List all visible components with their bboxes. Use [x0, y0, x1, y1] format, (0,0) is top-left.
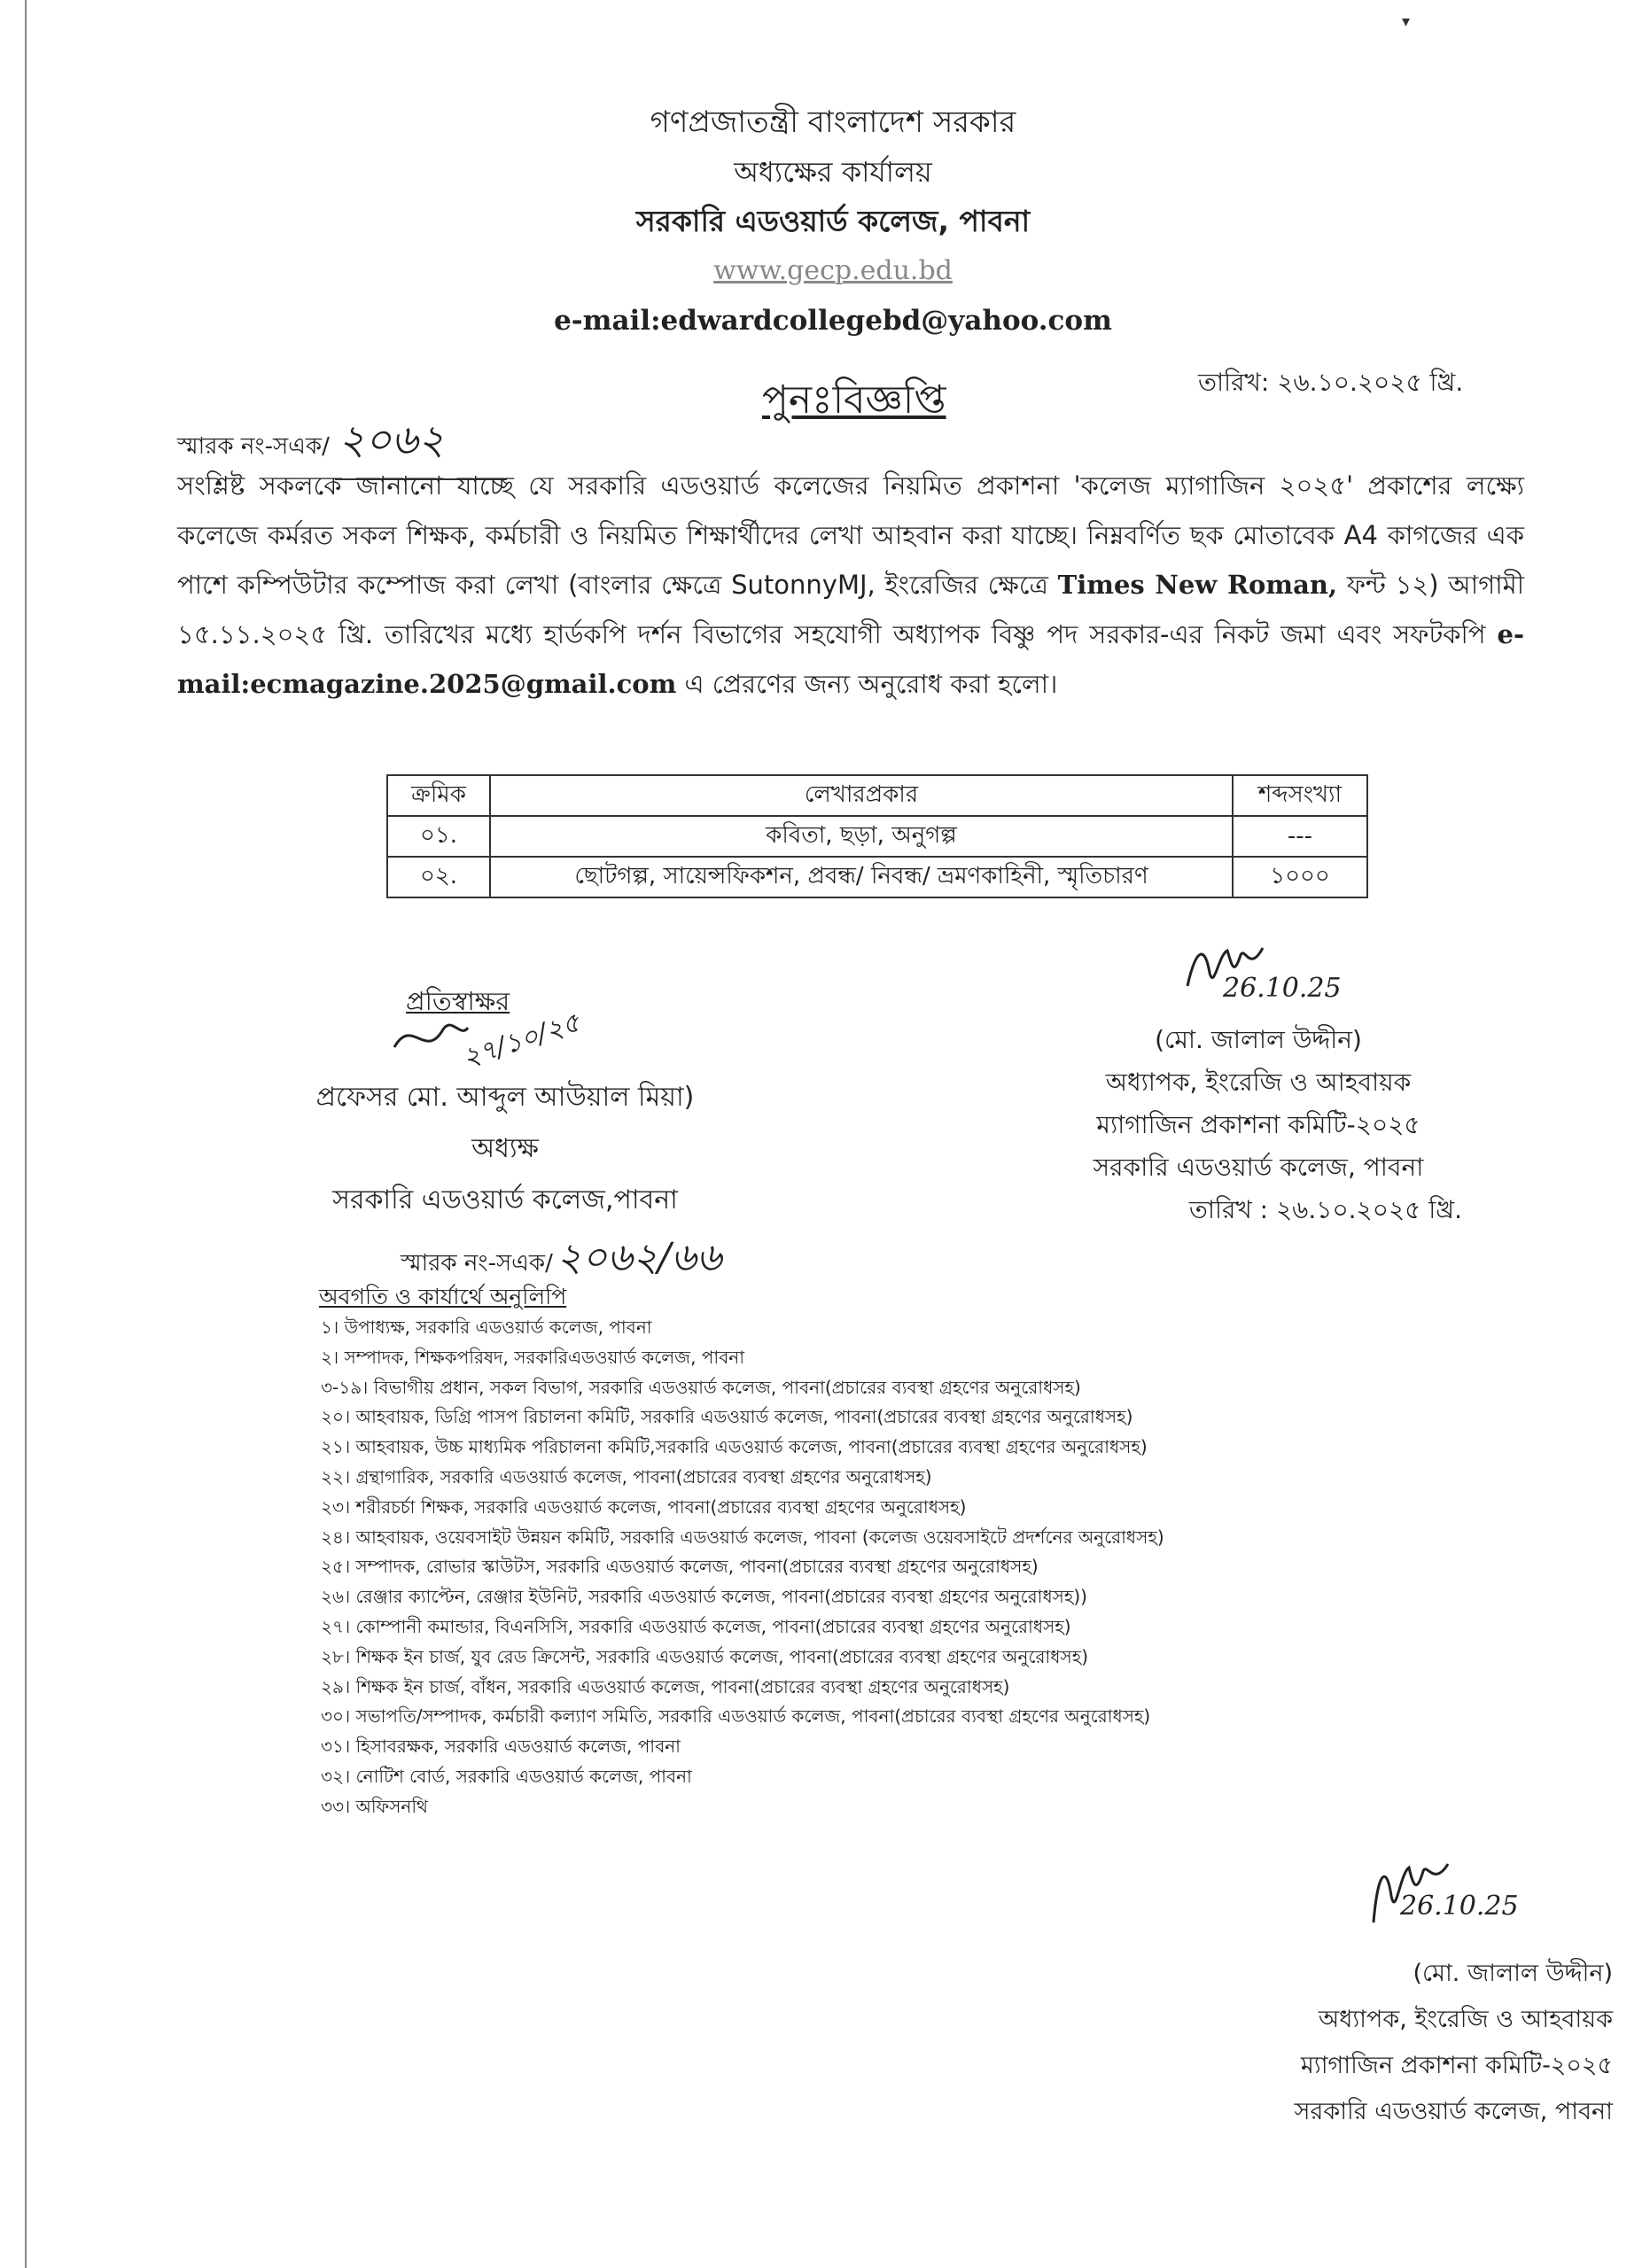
header-email[interactable]: e-mail:edwardcollegebd@yahoo.com — [554, 305, 1112, 337]
list-item: ২৪। আহবায়ক, ওয়েবসাইট উন্নয়ন কমিটি, সরকারি এডওয়ার্ড কলেজ, পাবনা (কলেজ ওয়েবসাইটে প্রদর্শনের অনুরোধসহ) — [321, 1526, 1164, 1548]
signatory-committee: ম্যাগাজিন প্রকাশনা কমিটি-২০২৫ — [1096, 1110, 1420, 1139]
countersign-date: ২৭/১০/২৫ — [458, 1006, 584, 1075]
cc-list — [321, 1313, 1544, 1822]
bottom-signatory-designation: অধ্যাপক, ইংরেজি ও আহবায়ক — [1318, 2006, 1613, 2033]
signature-date: 26.10.25 — [1223, 973, 1342, 1004]
cc-title: অবগতি ও কার্যার্থে অনুলিপি — [319, 1284, 567, 1309]
list-item: ২৯। শিক্ষক ইন চার্জ, বাঁধন, সরকারি এডওয়ার্ড কলেজ, পাবনা(প্রচারের ব্যবস্থা গ্রহণের অনুরোধসহ) — [321, 1675, 1010, 1697]
list-item: ২০। আহবায়ক, ডিগ্রি পাসপ রিচালনা কমিটি, সরকারি এডওয়ার্ড কলেজ, পাবনা(প্রচারের ব্যবস্থা গ্রহণের অনুরোধসহ) — [321, 1406, 1133, 1428]
memo2-ref-number: ২০৬২/৬৬ — [556, 1235, 722, 1280]
scan-edge — [25, 0, 27, 2268]
bottom-signatory-committee: ম্যাগাজিন প্রকাশনা কমিটি-২০২৫ — [1300, 2052, 1613, 2079]
list-item: ২৬। রেঞ্জার ক্যাপ্টেন, রেঞ্জার ইউনিট, সরকারি এডওয়ার্ড কলেজ, পাবনা(প্রচারের ব্যবস্থা গ্রহণের অনুরোধসহ)) — [321, 1586, 1087, 1608]
list-item: ২৭। কোম্পানী কমান্ডার, বিএনসিসি, সরকারি এডওয়ার্ড কলেজ, পাবনা(প্রচারের ব্যবস্থা গ্রহণের অনুরোধসহ) — [321, 1615, 1071, 1637]
row-type: ছোটগল্প, সায়েন্সফিকশন, প্রবন্ধ/ নিবন্ধ/ ভ্রমণকাহিনী, স্মৃতিচারণ — [490, 857, 1233, 897]
signatory-block — [1055, 1019, 1462, 1231]
bottom-signatory-block — [1223, 1951, 1613, 2135]
office-line: অধ্যক্ষের কার্যালয় — [734, 155, 932, 189]
list-item: ৩৩। অফিসনথি — [321, 1795, 429, 1817]
list-item: ১। উপাধ্যক্ষ, সরকারি এডওয়ার্ড কলেজ, পাবনা — [321, 1317, 652, 1338]
list-item: ২৩। শরীরচর্চা শিক্ষক, সরকারি এডওয়ার্ড কলেজ, পাবনা(প্রচারের ব্যবস্থা গ্রহণের অনুরোধসহ) — [321, 1495, 967, 1518]
principal-block — [257, 1072, 753, 1226]
header-type: লেখারপ্রকার — [490, 775, 1233, 816]
body-text-3: এ প্রেরণের জন্য অনুরোধ করা হলো। — [676, 669, 1058, 699]
list-item: ২৫। সম্পাদক, রোভার স্কাউটস, সরকারি এডওয়ার্ড কলেজ, পাবনা(প্রচারের ব্যবস্থা গ্রহণের অনুরোধসহ) — [321, 1556, 1039, 1578]
signatory-designation: অধ্যাপক, ইংরেজি ও আহবায়ক — [1105, 1068, 1412, 1097]
scan-mark: ▾ — [1402, 12, 1411, 31]
row-serial: ০২. — [387, 857, 490, 897]
bottom-signatory-name: (মো. জালাল উদ্দীন) — [1413, 1960, 1613, 1987]
list-item: ৩-১৯। বিভাগীয় প্রধান, সকল বিভাগ, সরকারি এডওয়ার্ড কলেজ, পাবনা(প্রচারের ব্যবস্থা গ্রহণের অনুরোধসহ) — [321, 1376, 1081, 1398]
memo2-ref-label: স্মারক নং-সএক/ — [401, 1250, 553, 1277]
countersign-label: প্রতিস্বাক্ষর — [406, 986, 510, 1016]
row-type: কবিতা, ছড়া, অনুগল্প — [490, 816, 1233, 857]
row-words: --- — [1233, 816, 1367, 857]
table-header-row — [387, 775, 1367, 816]
notice-body — [177, 461, 1524, 709]
notice-title: পুনঃবিজ্ঞপ্তি — [762, 377, 946, 423]
row-serial: ০১. — [387, 816, 490, 857]
body-email[interactable]: e-mail:ecmagazine.2025@gmail.com — [177, 619, 1524, 699]
govt-line: গণপ্রজাতন্ত্রী বাংলাদেশ সরকার — [650, 105, 1016, 140]
bottom-signature-date: 26.10.25 — [1400, 1891, 1519, 1922]
body-text-1: সংশ্লিষ্ট সকলকে জানানো যাচ্ছে যে সরকারি এডওয়ার্ড কলেজের নিয়মিত প্রকাশনা 'কলেজ ম্যাগাজিন ২০২৫' প্রকাশের লক্ষ্যে কলেজে কর্মরত সকল শিক্ষক, কর্মচারী ও নিয়মিত শিক্ষার্থীদের লেখা আহবান করা যাচ্ছে। নিম্নবর্ণিত ছক মোতাবেক A4 কাগজের এক পাশে কম্পিউটার কম্পোজ করা লেখা (বাংলার ক্ষেত্রে SutonnyMJ, ইংরেজির ক্ষেত্রে — [177, 470, 1524, 600]
principal-title: অধ্যক্ষ — [471, 1133, 539, 1164]
table-row — [387, 857, 1367, 897]
table-row — [387, 816, 1367, 857]
principal-college: সরকারি এডওয়ার্ড কলেজ,পাবনা — [332, 1184, 678, 1216]
memo-ref-label: স্মারক নং-সএক/ — [177, 433, 330, 460]
bottom-signatory-college: সরকারি এডওয়ার্ড কলেজ, পাবনা — [1294, 2098, 1613, 2125]
list-item: ২২। গ্রন্থাগারিক, সরকারি এডওয়ার্ড কলেজ, পাবনা(প্রচারের ব্যবস্থা গ্রহণের অনুরোধসহ) — [321, 1465, 932, 1487]
body-font-name: Times New Roman, — [1057, 570, 1338, 600]
website-link[interactable]: www.gecp.edu.bd — [713, 255, 953, 286]
list-item: ২৮। শিক্ষক ইন চার্জ, যুব রেড ক্রিসেন্ট, সরকারি এডওয়ার্ড কলেজ, পাবনা(প্রচারের ব্যবস্থা গ্রহণের অনুরোধসহ) — [321, 1645, 1089, 1667]
row-words: ১০০০ — [1233, 857, 1367, 897]
body-text-2: ফন্ট ১২) আগামী ১৫.১১.২০২৫ খ্রি. তারিখের মধ্যে হার্ডকপি দর্শন বিভাগের সহযোগী অধ্যাপক বিষ্ণু পদ সরকার-এর নিকট জমা এবং সফটকপি — [177, 570, 1525, 649]
list-item: ২। সম্পাদক, শিক্ষকপরিষদ, সরকারিএডওয়ার্ড কলেজ, পাবনা — [321, 1346, 745, 1368]
list-item: ৩১। হিসাবরক্ষক, সরকারি এডওয়ার্ড কলেজ, পাবনা — [321, 1736, 681, 1758]
principal-name: প্রফেসর মো. আব্দুল আউয়াল মিয়া) — [315, 1082, 695, 1113]
signatory-date: তারিখ : ২৬.১০.২০২৫ খ্রি. — [1188, 1195, 1462, 1224]
letterhead — [532, 97, 1134, 346]
header-serial: ক্রমিক — [387, 775, 490, 816]
signatory-college: সরকারি এডওয়ার্ড কলেজ, পাবনা — [1093, 1153, 1424, 1182]
memo-ref-number: ২০৬২ — [335, 409, 507, 480]
signatory-name: (মো. জালাল উদ্দীন) — [1155, 1025, 1362, 1054]
header-words: শব্দসংখ্যা — [1233, 775, 1367, 816]
writing-type-table — [386, 774, 1368, 898]
countersign-mark — [390, 1012, 470, 1068]
notice-date: তারিখ: ২৬.১০.২০২৫ খ্রি. — [1198, 368, 1464, 397]
list-item: ২১। আহবায়ক, উচ্চ মাধ্যমিক পরিচালনা কমিটি,সরকারি এডওয়ার্ড কলেজ, পাবনা(প্রচারের ব্যবস্থা গ্রহণের অনুরোধসহ) — [321, 1436, 1148, 1458]
list-item: ৩২। নোটিশ বোর্ড, সরকারি এডওয়ার্ড কলেজ, পাবনা — [321, 1765, 692, 1787]
college-line: সরকারি এডওয়ার্ড কলেজ, পাবনা — [635, 204, 1031, 238]
list-item: ৩০। সভাপতি/সম্পাদক, কর্মচারী কল্যাণ সমিতি, সরকারি এডওয়ার্ড কলেজ, পাবনা(প্রচারের ব্যবস্থা গ্রহণের অনুরোধসহ) — [321, 1705, 1151, 1728]
